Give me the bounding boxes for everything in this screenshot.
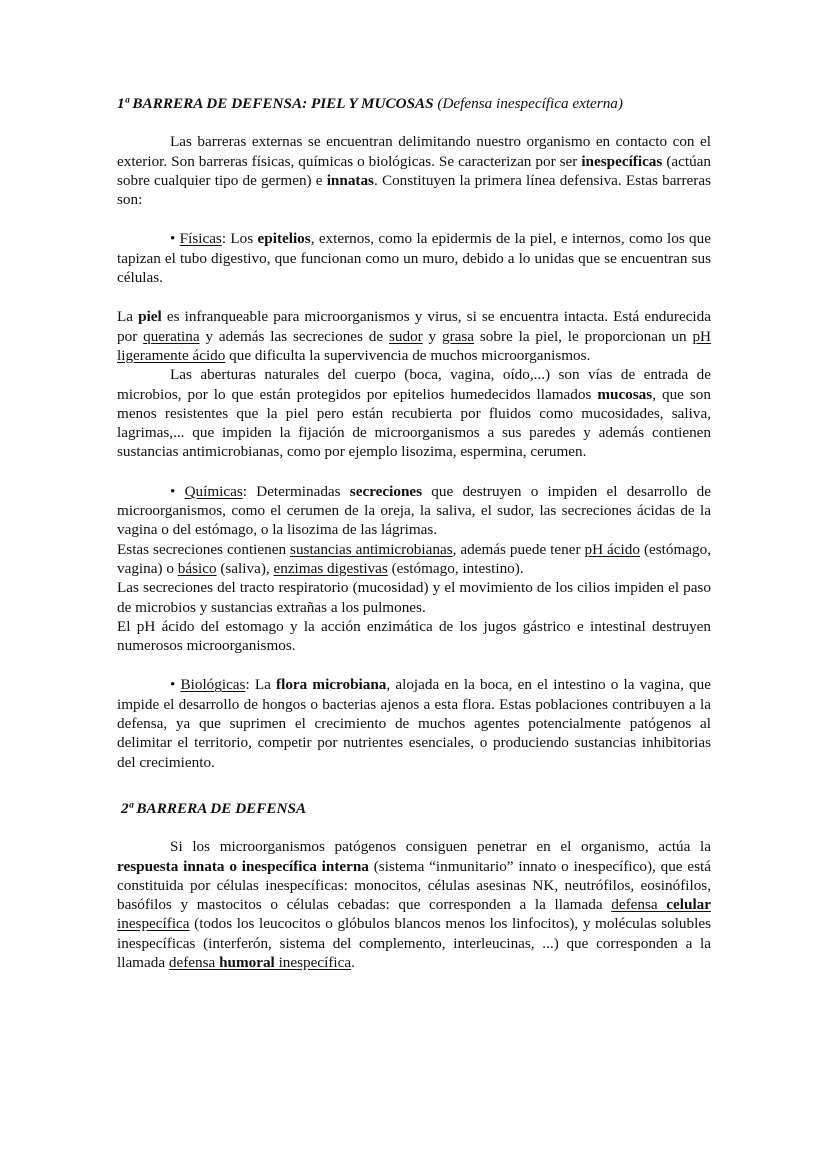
heading-1-title: 1ª BARRERA DE DEFENSA: PIEL Y MUCOSAS (117, 95, 434, 112)
text-run: inespecífica (117, 915, 190, 933)
piel-paragraph (117, 307, 711, 365)
text-run: : Los (221, 230, 258, 248)
bold-term: humoral (219, 953, 275, 971)
underlined-term: sudor (388, 327, 423, 345)
mucosas-paragraph (117, 365, 711, 461)
text-run: , alojada en la boca, en el intestino o la vagina, que impide el desarrollo de hongos o bacterias ajenos a esta flora. Estas poblaciones contribuyen a la defensa, ya que suprimen el crecimiento de muchos agentes potencialmente patógenos al delimitar el territorio, competir por nutrientes esenciales, o produciendo sustancias inhibitorias del crecimiento. (117, 676, 711, 771)
text-run: que dificulta la supervivencia de muchos microorganismos. (225, 346, 591, 364)
bold-term: respuesta innata o inespecífica interna (117, 857, 369, 875)
segunda-paragraph (117, 837, 711, 972)
bullet-label-quimicas: Químicas (184, 482, 243, 500)
estomago-paragraph: El pH ácido del estomago y la acción enzimática de los jugos gástrico e intestinal destruyen numerosos microorganismos. (117, 617, 711, 655)
bold-term: innatas (326, 171, 374, 189)
underlined-term: enzimas digestivas (273, 559, 388, 577)
text-run: sobre la piel, le proporcionan un (474, 327, 693, 345)
underlined-term: grasa (441, 327, 475, 345)
bullet: • (170, 482, 176, 500)
quimicas-paragraph (117, 482, 711, 540)
bold-term: piel (138, 308, 162, 326)
fisicas-paragraph (117, 229, 711, 287)
bold-term: inespecíficas (581, 152, 663, 170)
text-run: : La (245, 676, 277, 694)
text-run: (estómago, intestino). (387, 559, 524, 577)
bold-term: flora microbiana (276, 676, 387, 694)
respiratorio-paragraph: Las secreciones del tracto respiratorio (mucosidad) y el movimiento de los cilios impiden el paso de microbios y sustancias extrañas a los pulmones. (117, 579, 711, 616)
underlined-term: queratina (143, 327, 200, 345)
text-run: Las barreras externas se encuentran delimitando nuestro organismo en contacto con el exterior. Son barreras físicas, químicas o biológicas. Se caracterizan por ser (117, 133, 711, 170)
text-run: (saliva), (216, 559, 274, 577)
underlined-term: pH ligeramente ácido (117, 327, 711, 364)
text-run: que destruyen o impiden el desarrollo de microorganismos, como el cerumen de la oreja, la saliva, el sudor, las secreciones ácidas de la vagina o del estómago, o la lisozima de las lágrimas. (117, 482, 712, 539)
text-run: , externos, como la epidermis de la piel, e internos, como los que tapizan el tubo digestivo, que funcionan como un muro, debido a lo unidas que se encuentran sus células. (117, 230, 711, 287)
text-run: (todos los leucocitos o glóbulos blancos menos los linfocitos), y moléculas solubles inespecíficas (interferón, sistema del complemento, interleucinas, ...) que corresponden a la llamada (117, 915, 711, 971)
text-run: , además puede tener (452, 540, 585, 558)
text-run: . (351, 953, 355, 971)
bullet: • (170, 230, 176, 248)
text-run: defensa (168, 953, 220, 971)
text-run: es infranqueable para microorganismos y virus, si se encuentra intacta. Está endurecida por (117, 308, 711, 345)
biologicas-paragraph (117, 675, 711, 771)
text-run: (sistema “inmunitario” innato o inespecífico), que está constituida por células inespecíficas: monocitos, células asesinas NK, neutrófilos, eosinófilos, basófilos y mastocitos o células cebadas: que corresponden a la llamada (117, 857, 711, 914)
section-heading-1 (117, 94, 711, 113)
secreciones-paragraph (117, 540, 711, 579)
text-run: y (422, 327, 442, 345)
underlined-term (169, 954, 351, 971)
text-run: inespecífica (274, 953, 352, 971)
bullet-label-biologicas: Biológicas (180, 676, 246, 694)
text-run: (actúan sobre cualquier tipo de germen) e (117, 152, 712, 189)
text-run: (estómago, vagina) o (117, 540, 711, 577)
bullet-label-fisicas: Físicas (179, 230, 222, 248)
bold-term: celular (666, 896, 711, 914)
intro-paragraph (117, 132, 711, 209)
bold-term: secreciones (349, 482, 423, 500)
text-run: Las aberturas naturales del cuerpo (boca, vagina, oído,...) son vías de entrada de microbios, por lo que están protegidos por epitelios humedecidos llamados (117, 366, 711, 403)
text-run: . Constituyen la primera línea defensiva. Estas barreras son: (117, 171, 711, 209)
text-run: y además las secreciones de (199, 327, 389, 345)
text-run: , que son menos resistentes que la piel pero están recubierta por fluidos como mucosidades, saliva, lagrimas,... que impiden la fijación de microorganismos a sus paredes y además contienen sustancias antimicrobianas, como por ejemplo lisozima, espermina, cerumen. (117, 385, 711, 461)
text-run: Estas secreciones contienen (117, 540, 291, 558)
bullet: • (170, 676, 176, 694)
underlined-term: sustancias antimicrobianas (290, 540, 453, 558)
underlined-term: básico (177, 559, 217, 577)
bold-term: epitelios (257, 230, 311, 248)
section-heading-2: 2ª BARRERA DE DEFENSA (121, 799, 307, 817)
text-run: defensa (611, 896, 667, 914)
underlined-term: pH ácido (584, 540, 640, 558)
bold-term: mucosas (597, 385, 653, 403)
document-body (117, 94, 711, 972)
heading-1-subtitle: (Defensa inespecífica externa) (437, 95, 623, 112)
text-run: La (117, 308, 139, 326)
text-run: Si los microorganismos patógenos consiguen penetrar en el organismo, actúa la (170, 838, 711, 856)
text-run: : Determinadas (242, 482, 350, 500)
